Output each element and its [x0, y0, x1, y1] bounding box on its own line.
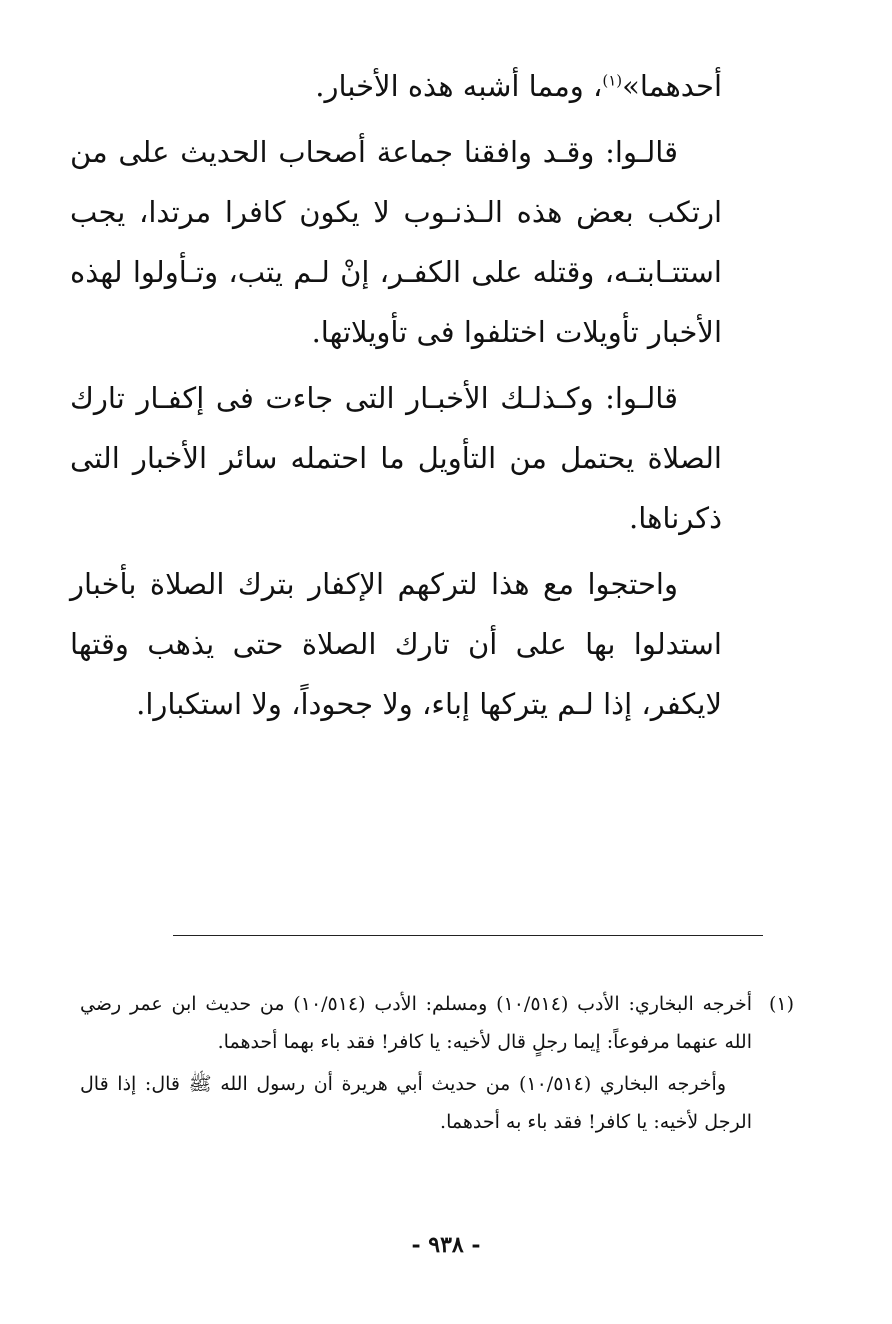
footnote-1 — [80, 985, 794, 1061]
page-number: - ٩٣٨ - — [411, 1232, 481, 1258]
paragraph-2: قالـوا: وقـد وافقنا جماعة أصحاب الحديث على من ارتكب بعض هذه الـذنـوب لا يكون كافرا مرتدا، يجب استتـابتـه، وقتله على الكفـر، إنْ لـم يتب، وتـأولوا لهذه الأخبار تأويلات اختلفوا فى تأويلاتها. — [70, 135, 722, 349]
footnotes-section — [80, 985, 794, 1141]
footnote-reference[interactable]: (١) — [602, 71, 623, 90]
footnote-separator — [173, 935, 763, 936]
footnote-1-continuation: وأخرجه البخاري (١٠/٥١٤) من حديث أبي هريرة أن رسول الله ﷺ قال: إذا قال الرجل لأخيه: يا كافر! فقد باء به أحدهما. — [80, 1073, 752, 1133]
footnote-1-marker: (١) — [768, 993, 794, 1015]
paragraph-3: قالـوا: وكـذلـك الأخبـار التى جاءت فى إكفـار تارك الصلاة يحتمل من التأويل ما احتمله سائر الأخبار التى ذكرناها. — [70, 381, 722, 535]
paragraph-1-text-after: ، ومما أشبه هذه الأخبار. — [315, 69, 603, 103]
paragraph-1-text: أحدهما» — [622, 69, 722, 103]
paragraph-1 — [70, 56, 722, 116]
main-text-body — [70, 56, 722, 740]
footnote-1-text: أخرجه البخاري: الأدب (١٠/٥١٤) ومسلم: الأدب (١٠/٥١٤) من حديث ابن عمر رضي الله عنهما مرفوعاً: إيما رجلٍ قال لأخيه: يا كافر! فقد باء بهما أحدهما. — [80, 993, 752, 1053]
paragraph-4: واحتجوا مع هذا لتركهم الإكفار بترك الصلاة بأخبار استدلوا بها على أن تارك الصلاة حتى يذهب وقتها لايكفر، إذا لـم يتركها إباء، ولا جحوداً، ولا استكبارا. — [70, 567, 722, 721]
